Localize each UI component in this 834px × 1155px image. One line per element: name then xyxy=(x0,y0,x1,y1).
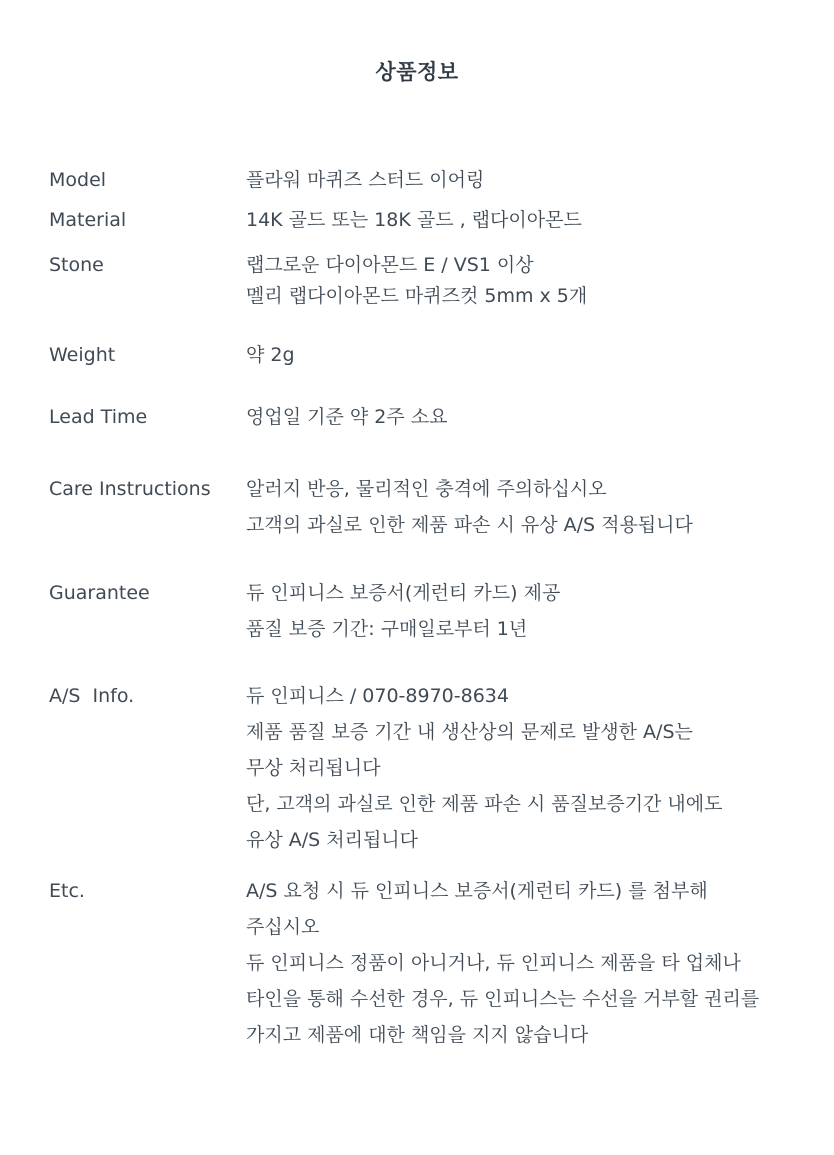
info-row-as-info xyxy=(49,678,814,858)
row-label: Weight xyxy=(49,344,116,366)
row-value-line: 제품 품질 보증 기간 내 생산상의 문제로 발생한 A/S는 xyxy=(246,721,693,743)
row-value-line: 유상 A/S 처리됩니다 xyxy=(246,829,419,851)
row-values xyxy=(246,399,814,435)
row-values xyxy=(246,337,814,373)
row-value-line: 듀 인피니스 보증서(게런티 카드) 제공 xyxy=(246,582,561,604)
row-value-line: 알러지 반응, 물리적인 충격에 주의하십시오 xyxy=(246,478,607,500)
info-row-stone xyxy=(49,250,814,312)
row-label: A/S Info. xyxy=(49,685,135,707)
info-row-model xyxy=(49,162,814,198)
row-value-line: 영업일 기준 약 2주 소요 xyxy=(246,406,448,428)
row-value-line: 무상 처리됩니다 xyxy=(246,757,381,779)
row-value-line: 랩그로운 다이아몬드 E / VS1 이상 xyxy=(246,254,534,276)
row-value-line: A/S 요청 시 듀 인피니스 보증서(게런티 카드) 를 첨부해 xyxy=(246,880,708,902)
row-value-line: 타인을 통해 수선한 경우, 듀 인피니스는 수선을 거부할 권리를 xyxy=(246,988,760,1010)
row-value-line: 주십시오 xyxy=(246,916,320,938)
info-row-care-instructions xyxy=(49,471,814,543)
info-row-weight xyxy=(49,337,814,373)
row-value-line: 약 2g xyxy=(246,344,295,366)
row-value-line: 플라워 마퀴즈 스터드 이어링 xyxy=(246,169,485,191)
row-value-line: 듀 인피니스 / 070-8970-8634 xyxy=(246,685,509,707)
row-value-line: 듀 인피니스 정품이 아니거나, 듀 인피니스 제품을 타 업체나 xyxy=(246,952,741,974)
row-values xyxy=(246,471,814,543)
row-label: Stone xyxy=(49,254,104,276)
info-row-lead-time xyxy=(49,399,814,435)
row-values xyxy=(246,250,814,312)
info-row-guarantee xyxy=(49,575,814,647)
row-label: Model xyxy=(49,169,107,191)
row-values xyxy=(246,162,814,198)
row-values xyxy=(246,202,814,238)
info-row-etc xyxy=(49,873,814,1053)
row-value-line: 품질 보증 기간: 구매일로부터 1년 xyxy=(246,618,528,640)
info-row-material xyxy=(49,202,814,238)
row-value-line: 가지고 제품에 대한 책임을 지지 않습니다 xyxy=(246,1024,589,1046)
row-values xyxy=(246,678,814,858)
row-value-line: 14K 골드 또는 18K 골드 , 랩다이아몬드 xyxy=(246,209,582,231)
row-label: Care Instructions xyxy=(49,478,211,500)
row-values xyxy=(246,575,814,647)
row-label: Etc. xyxy=(49,880,85,902)
page-title: 상품정보 xyxy=(375,60,459,84)
row-value-line: 고객의 과실로 인한 제품 파손 시 유상 A/S 적용됩니다 xyxy=(246,514,693,536)
row-label: Guarantee xyxy=(49,582,150,604)
row-value-line: 단, 고객의 과실로 인한 제품 파손 시 품질보증기간 내에도 xyxy=(246,793,723,815)
row-label: Lead Time xyxy=(49,406,148,428)
row-label: Material xyxy=(49,209,127,231)
row-value-line: 멜리 랩다이아몬드 마퀴즈컷 5mm x 5개 xyxy=(246,285,588,307)
row-values xyxy=(246,873,814,1053)
